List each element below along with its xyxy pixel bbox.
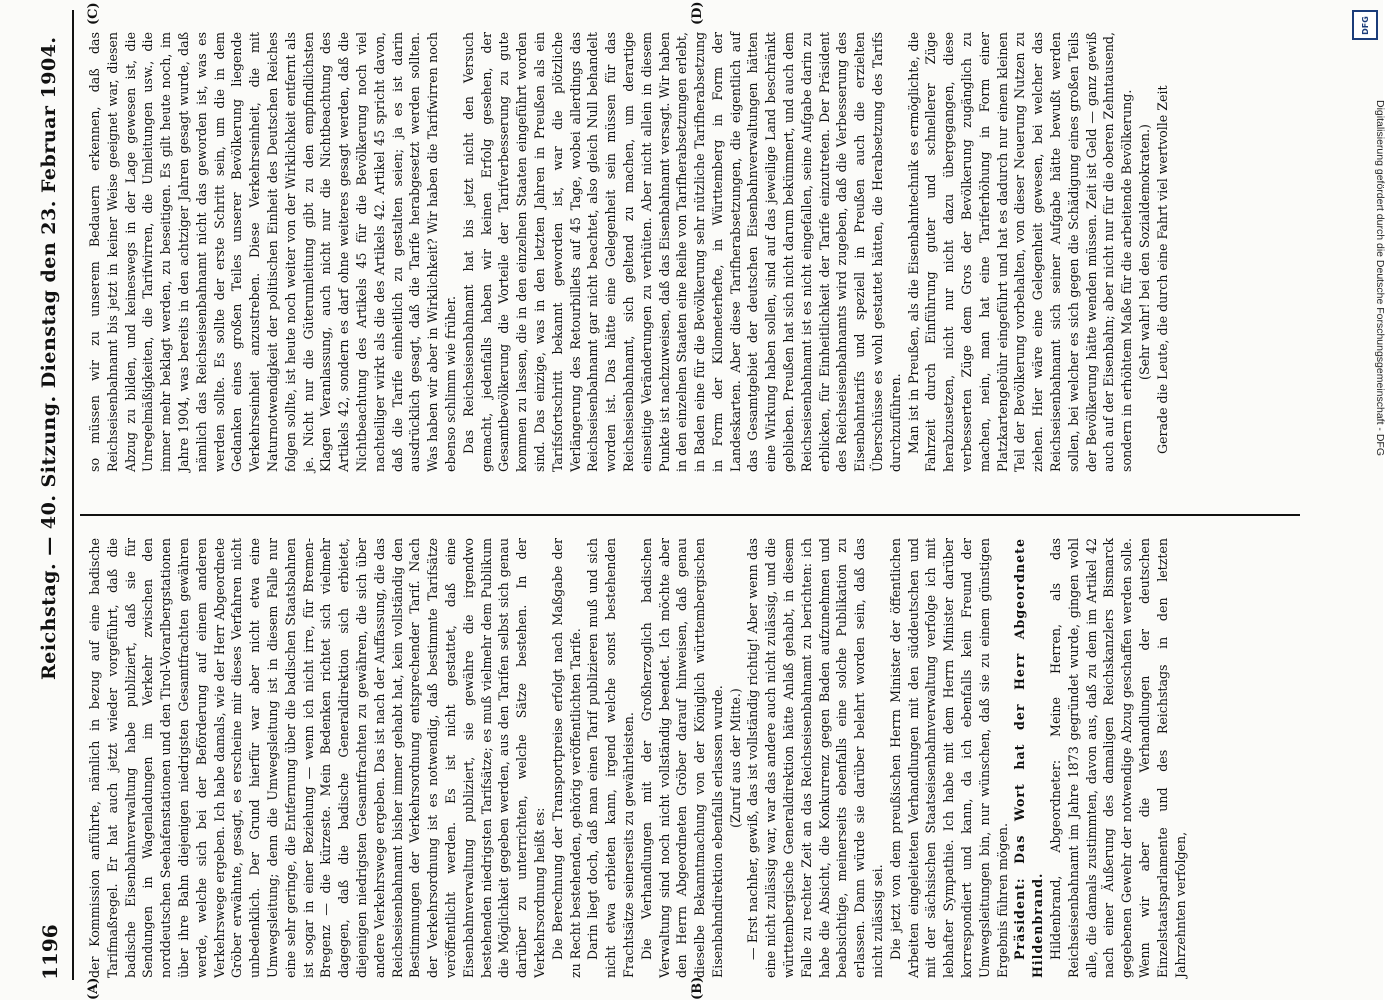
- column-divider: [80, 514, 1300, 516]
- interjection: (Zuruf aus der Mitte.): [727, 688, 743, 828]
- page-number: 1196: [38, 924, 62, 980]
- paragraph: Die Verhandlungen mit der Großherzoglich badischen Verwaltung sind noch nicht vollständig beendet. Ich möchte aber den Herrn Abgeordneten Gröber darauf hinweisen, daß genau dieselbe Bekanntmachung von der Königlich württembergischen Eisenbahndirektion ebenfalls erlassen wurde.: [638, 538, 725, 978]
- speaker-president: Präsident: Das Wort hat der Herr Abgeordnete Hildenbrand.: [1012, 538, 1046, 978]
- digitization-credit-text: Digitalisierung gefördert durch die Deutsche Forschungsgemeinschaft - DFG: [1374, 100, 1386, 457]
- page-header: [30, 10, 74, 980]
- dfg-logo-text: DFG: [1360, 15, 1370, 35]
- paragraph: — Erst nachher, gewiß, das ist vollständig richtig! Aber wenn das eine nicht zulässig war, war das andere auch nicht zulässig, und die württembergische Generaldirektion hätte Anlaß gehabt, in diesem Falle zu rechter Zeit an das Reichseisenbahnamt zu berichten: ich habe die Absicht, die Konkurrenz gegen Baden aufzunehmen und beabsichtige, meinerseits ebenfalls eine solche Publikation zu erlassen. Dann würde sie darüber belehrt worden sein, daß das nicht zulässig sei.: [745, 538, 886, 978]
- paragraph-speech: Hildenbrand, Abgeordneter: Meine Herren, als das Reichseisenbahnamt im Jahre 1873 gegründet wurde, gingen wohl alle, die damals zustimmten, davon aus, daß zu dem im Artikel 42 nach einer Äußerung des damaligen Reichskanzlers Bismarck gegebenen Gewehr der notwendige Abzug geschaffen werden solle. Wenn wir aber die Verhandlungen der deutschen Einzelstaatsparlamente und des Reichstags in den letzten Jahrzehnten verfolgen,: [1048, 538, 1188, 978]
- right-column: [86, 32, 1172, 472]
- paragraph: der Kommission anführte, nämlich in bezug auf eine badische Tarifmaßregel. Er hat auch jetzt wieder vorgeführt, daß die badische Eisenbahnverwaltung habe publiziert, daß sie für Sendungen in Wagenladungen im Verkehr zwischen den norddeutschen Seehafenstationen und den Tirol-Vorarlbergstationen über ihre Bahn diejenigen niedrigsten Gesamtfrachten gewähren werde, welche sich bei der Beförderung auf einem anderen Verkehrswege ergeben. Ich habe damals, wie der Herr Abgeordnete Gröber erwähnte, gesagt, es erscheine mir dieses Verfahren nicht unbedenklich. Der Grund hierfür war aber nicht etwa eine Umwegsleitung; denn die Umwegsleitung ist in diesem Falle nur eine sehr geringe, die Entfernung über die badischen Staatsbahnen ist sogar in einer Beziehung — wenn ich nicht irre, für Bremen-Bregenz — die kürzeste. Mein Bedenken richtet sich vielmehr dagegen, daß die badische Generaldirektion sich erbietet, diejenigen niedrigsten Gesamtfrachten zu gewähren, die sich über andere Verkehrswege ergeben. Das ist nach der Auffassung, die das Reichseisenbahnamt bisher immer gehabt hat, kein vollständig den Bestimmungen der Verkehrsordnung entsprechender Tarif. Nach der Verkehrsordnung ist es notwendig, daß bestimmte Tarifsätze veröffentlicht werden. Es ist nicht gestattet, daß eine Eisenbahnverwaltung publiziert, sie gewähre die irgendwo bestehenden niedrigsten Tarifsätze; es muß vielmehr dem Publikum die Möglichkeit gegeben werden, aus den Tarifen selbst sich genau darüber zu unterrichten, welche Sätze bestehen. In der Verkehrsordnung heißt es:: [87, 538, 547, 978]
- margin-mark-b: (B): [690, 976, 705, 1000]
- paragraph: so müssen wir zu unserem Bedauern erkennen, daß das Reichseisenbahnamt bis jetzt in keiner Weise geeignet war, diesen Abzug zu bilden, und keineswegs in der Lage gewesen ist, die Unregelmäßigkeiten, die Tarifwirren, die Umleitungen usw., die immer mehr beklagt werden, zu beseitigen. Es gilt heute noch, im Jahre 1904, was bereits in den achtziger Jahren gesagt wurde, daß nämlich das Reichseisenbahnamt nicht das geworden ist, was es werden sollte. Es sollte der erste Schritt sein, um die in dem Gedanken eines großen Teiles unserer Bevölkerung liegende Verkehrseinheit anzustreben. Diese Verkehrseinheit, die mit Naturnotwendigkeit der politischen Einheit des Deutschen Reiches folgen sollte, ist heute noch weiter von der Wirklichkeit entfernt als je. Nicht nur die Güterumleitung gibt zu den empfindlichsten Klagen Veranlassung, auch nicht nur die Nichtbeachtung des Artikels 42, sondern es darf ohne weiteres gesagt werden, daß die Nichtbeachtung des Artikels 45 für die Bevölkerung noch viel nachteiliger wirkt als die des Artikels 42. Artikel 45 spricht davon, daß die Tarife einheitlich zu gestalten seien; ja es ist darin ausdrücklich gesagt, daß die Tarife herabgesetzt werden sollten. Was haben wir aber in Wirklichkeit? Wir haben die Tarifwirren noch ebenso schlimm wie früher.: [87, 32, 458, 472]
- left-column: [86, 538, 1189, 978]
- paragraph: Man ist in Preußen, als die Eisenbahntechnik es ermöglichte, die Fahrzeit durch Einführung guter und schnellerer Züge herabzusetzen, nicht nur nicht dazu übergegangen, diese verbesserten Züge dem Gros der Bevölkerung zugänglich zu machen, nein, man hat eine Tariferhöhung in Form einer Platzkartengebühr eingeführt und hat es dadurch nur einem kleinen Teil der Bevölkerung vorbehalten, von dieser Neuerung Nutzen zu ziehen. Hier wäre eine Gelegenheit gewesen, bei welcher das Reichseisenbahnamt sich seiner Aufgabe hätte bewußt werden sollen, bei welcher es sich gegen die Schädigung eines großen Teils der Bevölkerung hätte wenden müssen. Zeit ist Geld — ganz gewiß auch auf der Eisenbahn; aber nicht nur für die oberen Zehntausend, sondern in erhöhtem Maße für die arbeitende Bevölkerung.: [905, 32, 1135, 472]
- margin-mark-d: (D): [690, 1, 705, 25]
- margin-mark-a: (A): [86, 977, 101, 1000]
- paragraph: Gerade die Leute, die durch eine Fahrt viel wertvolle Zeit: [1154, 85, 1170, 454]
- dfg-logo: [1352, 10, 1378, 40]
- paragraph: Die jetzt von dem preußischen Herrn Minister der öffentlichen Arbeiten eingeleiteten Verhandlungen mit den süddeutschen und mit der sächsischen Staatseisenbahnverwaltung verfolge ich mit lebhafter Sympathie. Ich habe mit dem Herrn Minister darüber korrespondiert und kann, da ich ebenfalls kein Freund der Umwegsleitungen bin, nur wünschen, daß sie zu einem günstigen Ergebnis führen mögen.: [887, 538, 1010, 978]
- paragraph-quote: Die Berechnung der Transportpreise erfolgt nach Maßgabe der zu Recht bestehenden, gehörig veröffentlichten Tarife.: [549, 538, 583, 978]
- interjection: (Sehr wahr! bei den Sozialdemokraten.): [1137, 124, 1153, 380]
- page-title: Reichstag. — 40. Sitzung. Dienstag den 23. Februar 1904.: [38, 36, 60, 680]
- paragraph: Das Reichseisenbahnamt hat bis jetzt nicht den Versuch gemacht, jedenfalls haben wir keinen Erfolg gesehen, der Gesamtbevölkerung die Vorteile der Tarifverbesserung zu gute kommen zu lassen, die in den einzelnen Staaten eingeführt worden sind. Das einzige, was in den letzten Jahren in Preußen als ein Tarifsfortschritt bekannt geworden ist, war die plötzliche Verlängerung des Retourbillets auf 45 Tage, wobei allerdings das Reichseisenbahnamt gar nicht beachtet, also gleich Null behandelt worden ist. Das hätte eine Gelegenheit sein müssen für das Reichseisenbahnamt, sich geltend zu machen, um derartige einseitige Veränderungen zu verhüten. Aber nicht allein in diesem Punkte ist nachzuweisen, daß das Eisenbahnamt versagt. Wir haben in den einzelnen Staaten eine Reihe von Tarifherabsetzungen erlebt, in Baden eine für die Bevölkerung sehr nützliche Tarifherabsetzung in Form der Kilometerhefte, in Württemberg in Form der Landeskarten. Aber diese Tarifherabsetzungen, die eigentlich auf das Gesamtgebiet der deutschen Eisenbahnverwaltungen hätten eine Wirkung haben sollen, sind auf das jeweilige Land beschränkt geblieben. Preußen hat sich nicht darum bekümmert, und auch dem Reichseisenbahnamt ist es nicht eingefallen, seine Aufgabe darin zu erblicken, für Einheitlichkeit der Tarife einzutreten. Der Präsident des Reichseisenbahnamts wird zugeben, daß die Verbesserung des Eisenbahntarifs und speziell in Preußen auch die erzielten Überschüsse es wohl gestattet hätten, die Herabsetzung des Tarifs durchzuführen.: [460, 32, 903, 472]
- paragraph: Darin liegt doch, daß man einen Tarif publizieren muß und sich nicht etwa erbieten kann, irgend welche sonst bestehenden Frachtsätze seinerseits zu gewährleisten.: [585, 538, 636, 978]
- digitization-credit: [1372, 100, 1386, 860]
- margin-mark-c: (C): [86, 2, 101, 25]
